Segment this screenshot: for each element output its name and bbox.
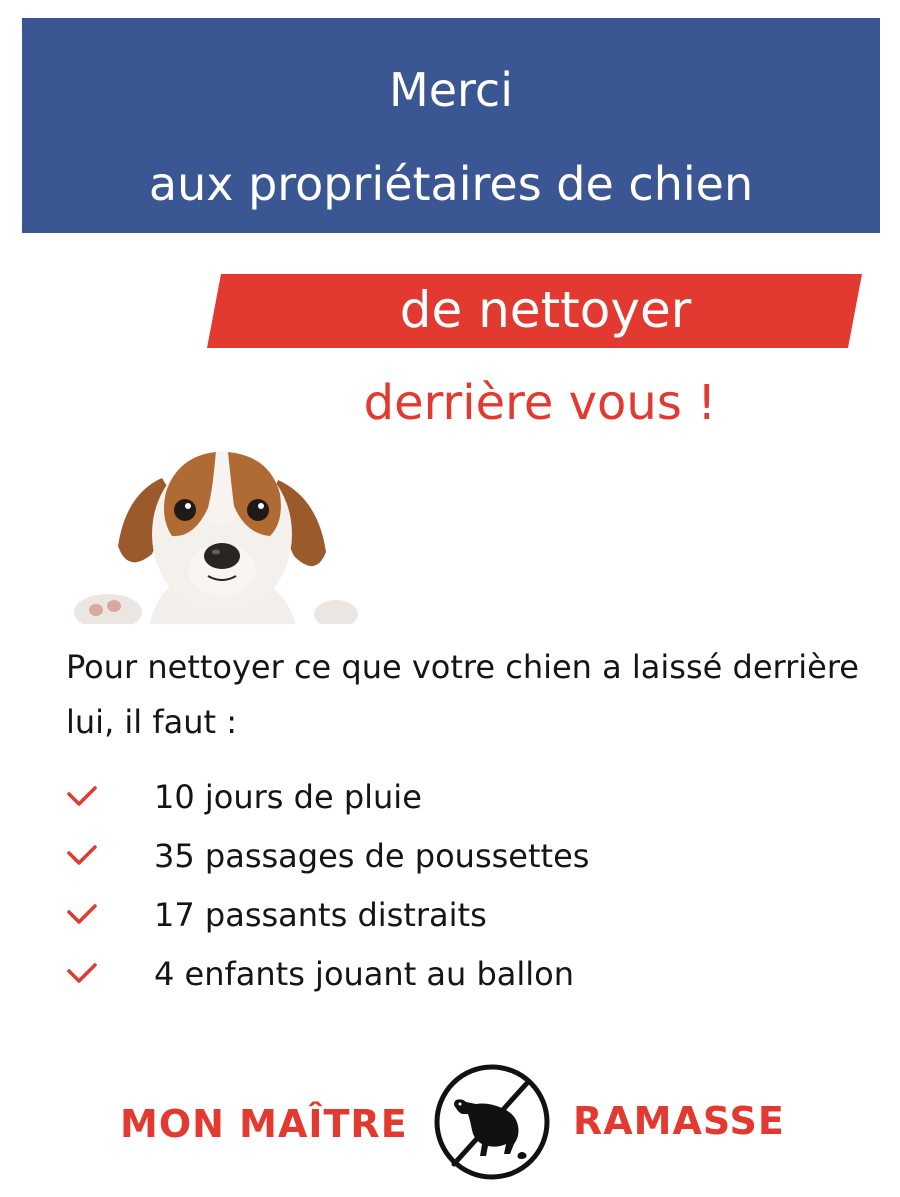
list-item	[66, 886, 826, 945]
list-item-text: 10 jours de pluie	[154, 778, 422, 816]
requirements-list	[66, 768, 826, 1004]
red-ribbon	[207, 274, 862, 348]
header-banner	[22, 18, 880, 233]
check-icon	[66, 784, 98, 810]
ribbon-text: de nettoyer	[399, 281, 692, 339]
footer-right-text: RAMASSE	[573, 1099, 785, 1143]
list-item	[66, 768, 826, 827]
subtitle: derrière vous !	[363, 375, 717, 431]
list-item-text: 35 passages de poussettes	[154, 837, 590, 875]
header-title-line2: aux propriétaires de chien	[148, 157, 754, 211]
header-title-line1: Merci	[389, 63, 513, 117]
no-dog-fouling-icon	[432, 1062, 552, 1182]
check-icon	[66, 902, 98, 928]
list-item-text: 17 passants distraits	[154, 896, 487, 934]
list-item	[66, 827, 826, 886]
intro-text: Pour nettoyer ce que votre chien a laissé derrière lui, il faut :	[66, 648, 859, 741]
list-item	[66, 945, 826, 1004]
list-item-text: 4 enfants jouant au ballon	[154, 955, 575, 993]
footer-left-text: MON MAÎTRE	[120, 1102, 408, 1146]
check-icon	[66, 843, 98, 869]
puppy-image	[70, 442, 360, 624]
check-icon	[66, 961, 98, 987]
